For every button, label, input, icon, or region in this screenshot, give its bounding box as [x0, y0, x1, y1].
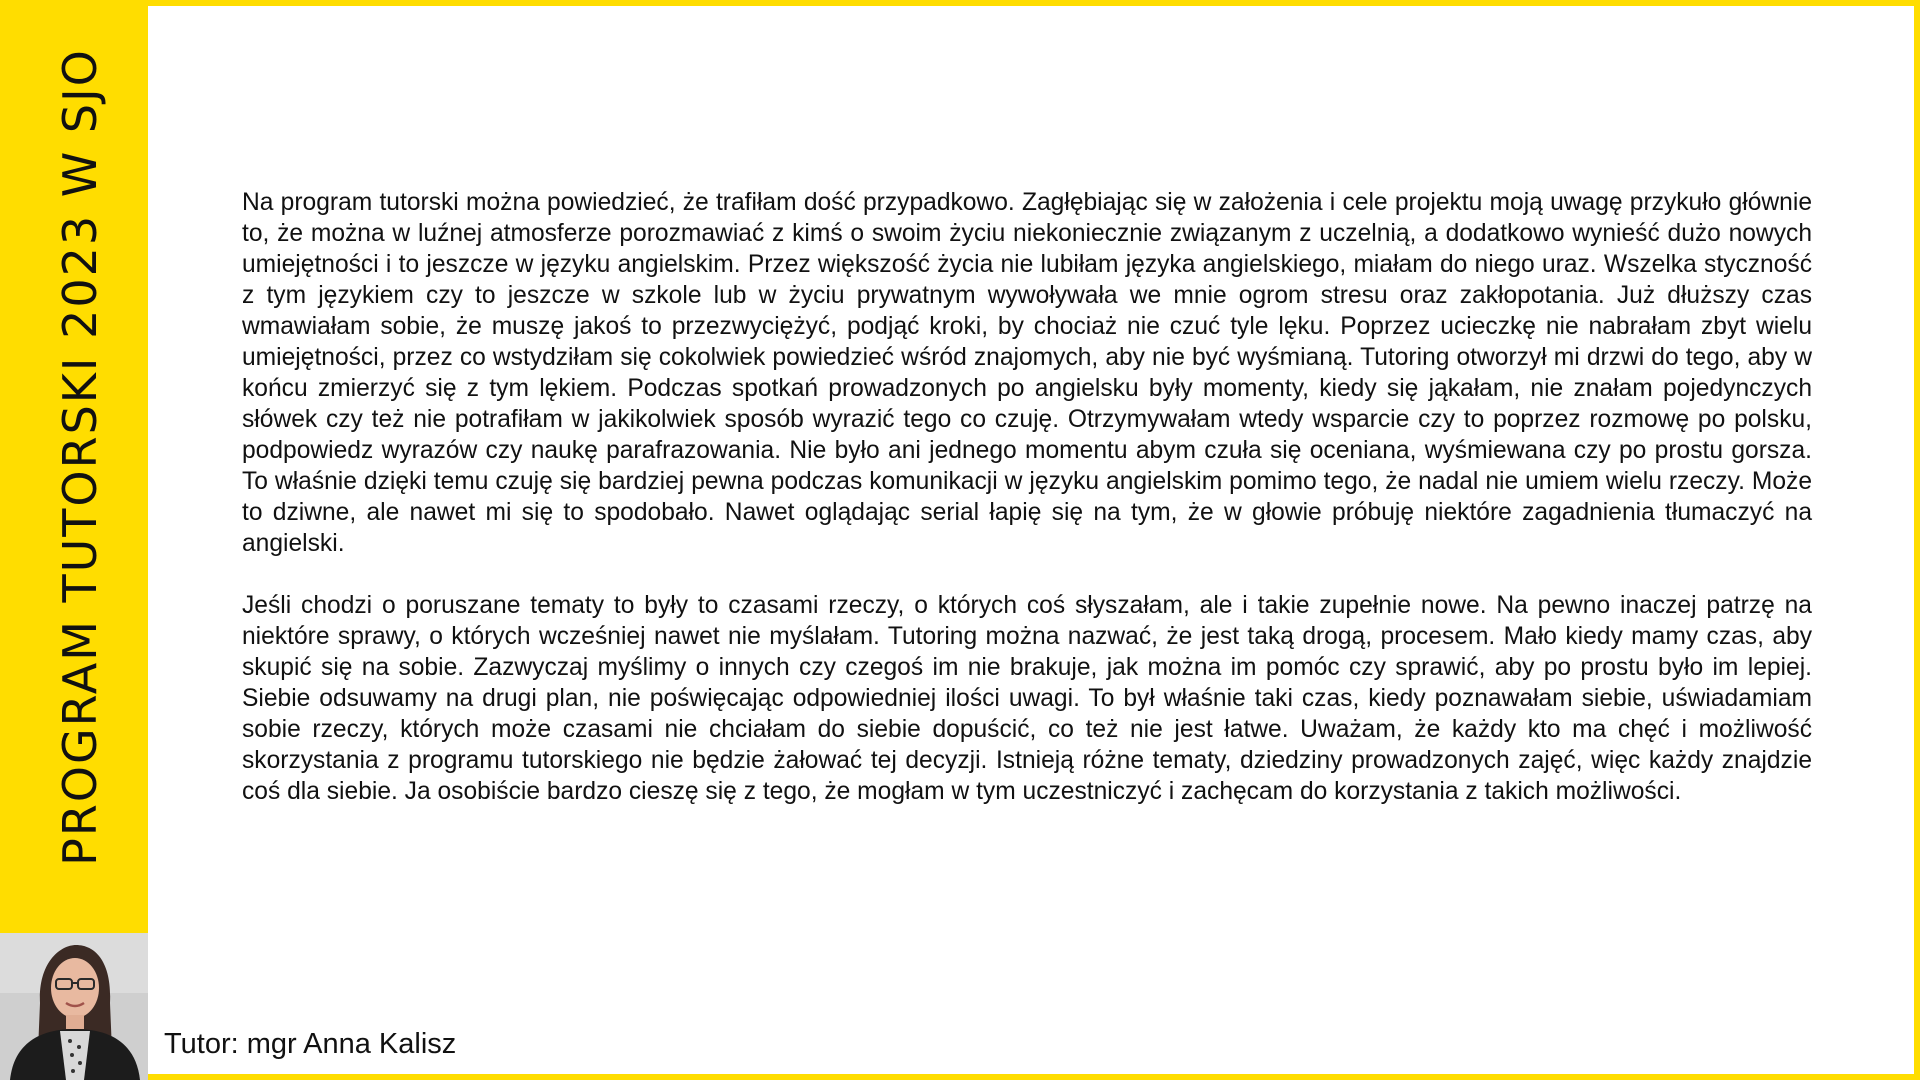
- sidebar: [0, 0, 148, 1080]
- testimonial-text: [242, 187, 1812, 838]
- content-panel: [148, 6, 1914, 1074]
- program-title: PROGRAM TUTORSKI 2023 W SJO: [53, 48, 107, 866]
- tutor-photo-icon: [0, 933, 148, 1080]
- paragraph-1: Na program tutorski można powiedzieć, że trafiłam dość przypadkowo. Zagłębiając się w założenia i cele projektu moją uwagę przykuło głównie to, że można w luźnej atmosferze porozmawiać z kimś o swoim życiu niekoniecznie związanym z uczelnią, a dodatkowo wynieść dużo nowych umiejętności i to jeszcze w języku angielskim. Przez większość życia nie lubiłam języka angielskiego, miałam do niego uraz. Wszelka styczność z tym językiem czy to jeszcze w szkole lub w życiu prywatnym wywoływała we mnie ogrom stresu oraz zakłopotania. Już dłuższy czas wmawiałam sobie, że muszę jakoś to przezwyciężyć, podjąć kroki, by chociaż nie czuć tyle lęku. Poprzez ucieczkę nie nabrałam zbyt wielu umiejętności, przez co wstydziłam się cokolwiek powiedzieć wśród znajomych, aby nie być wyśmianą. Tutoring otworzył mi drzwi do tego, aby w końcu zmierzyć się z tym lękiem. Podczas spotkań prowadzonych po angielsku były momenty, kiedy się jąkałam, nie znałam pojedynczych słówek czy też nie potrafiłam w jakikolwiek sposób wyrazić tego co czuję. Otrzymywałam wtedy wsparcie czy to poprzez rozmowę po polsku, podpowiedz wyrazów czy naukę parafrazowania. Nie było ani jednego momentu abym czuła się oceniana, wyśmiewana czy po prostu gorsza. To właśnie dzięki temu czuję się bardziej pewna podczas komunikacji w języku angielskim pomimo tego, że nadal nie umiem wielu rzeczy. Może to dziwne, ale nawet mi się to spodobało. Nawet oglądając serial łapię się na tym, że w głowie próbuję niektóre zagadnienia tłumaczyć na angielski.: [242, 189, 1812, 557]
- paragraph-2: Jeśli chodzi o poruszane tematy to były to czasami rzeczy, o których coś słyszałam, ale i takie zupełnie nowe. Na pewno inaczej patrzę na niektóre sprawy, o których wcześniej nawet nie myślałam. Tutoring można nazwać, że jest taką drogą, procesem. Mało kiedy mamy czas, aby skupić się na sobie. Zazwyczaj myślimy o innych czy czegoś im nie brakuje, jak można im pomóc czy sprawić, aby po prostu było im lepiej. Siebie odsuwamy na drugi plan, nie poświęcając odpowiedniej ilości uwagi. To był właśnie taki czas, kiedy poznawałam siebie, uświadamiam sobie rzeczy, których może czasami nie chciałam do siebie dopuścić, co też nie jest łatwe. Uważam, że każdy kto ma chęć i możliwość skorzystania z programu tutorskiego nie będzie żałować tej decyzji. Istnieją różne tematy, dziedziny prowadzonych zajęć, więc każdy znajdzie coś dla siebie. Ja osobiście bardzo cieszę się z tego, że mogłam w tym uczestniczyć i zachęcam do korzystania z takich możliwości.: [242, 592, 1812, 805]
- tutor-caption: Tutor: mgr Anna Kalisz: [164, 1028, 457, 1060]
